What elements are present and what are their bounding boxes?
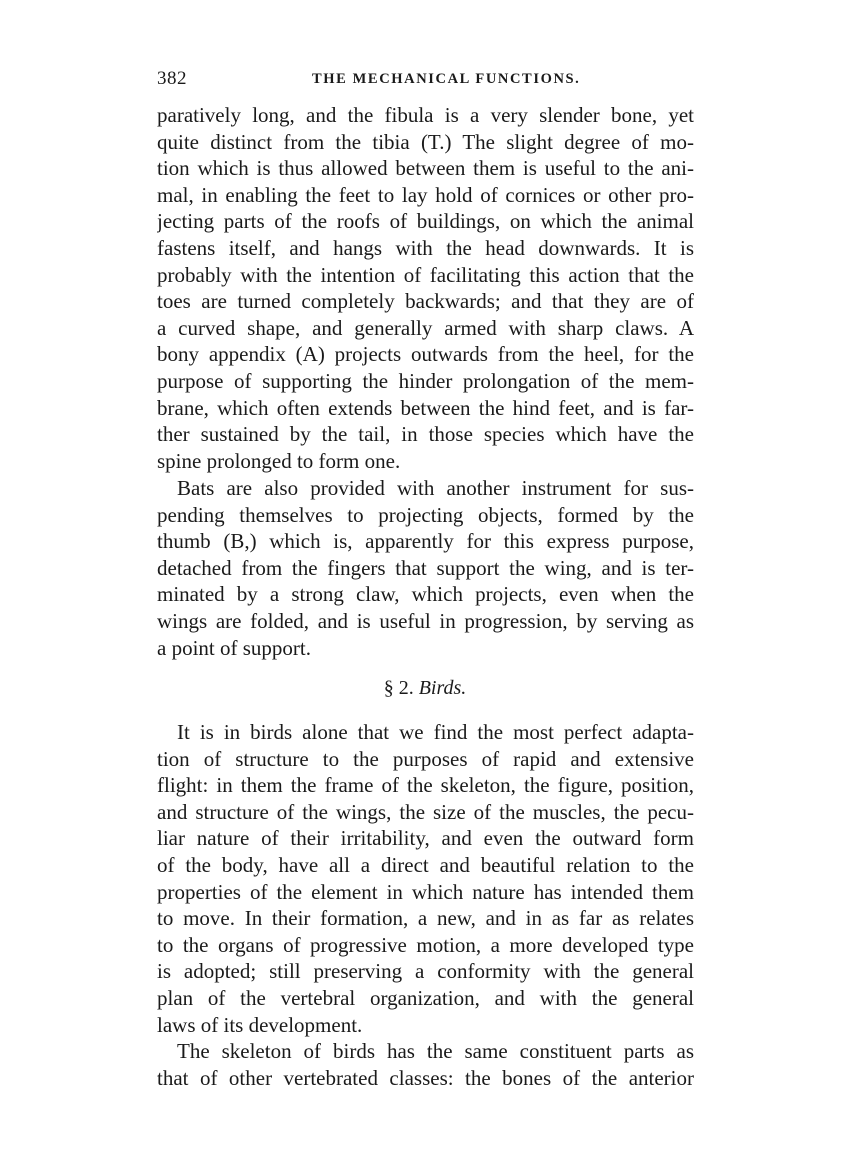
- paragraph-birds-intro: [157, 719, 694, 1038]
- text-line: spine prolonged to form one.: [157, 448, 401, 473]
- text-line: to the organs of progressive motion, a more developed type: [157, 932, 694, 957]
- paragraph-bats-thumb: [157, 475, 694, 661]
- text-line: Bats are also provided with another instrument for sus-: [177, 476, 694, 500]
- text-line: The skeleton of birds has the same constituent parts as: [177, 1039, 694, 1063]
- text-line: jecting parts of the roofs of buildings, on which the animal: [157, 209, 694, 234]
- text-line: thumb (B,) which is, apparently for this express purpose,: [157, 529, 694, 554]
- text-line: probably with the intention of facilitating this action that the: [157, 262, 694, 287]
- page-number: 382: [157, 68, 187, 89]
- text-line: pending themselves to projecting objects, formed by the: [157, 502, 694, 527]
- text-line: tion which is thus allowed between them is useful to the ani-: [157, 156, 694, 181]
- text-line: fastens itself, and hangs with the head downwards. It is: [157, 235, 694, 260]
- text-line: It is in birds alone that we find the most perfect adapta-: [177, 720, 694, 744]
- text-line: tion of structure to the purposes of rapid and extensive: [157, 746, 694, 771]
- section-title: Birds.: [418, 677, 467, 699]
- text-line: liar nature of their irritability, and even the outward form: [157, 826, 694, 851]
- text-line: that of other vertebrated classes: the bones of the anterior: [157, 1065, 694, 1090]
- text-line: minated by a strong claw, which projects, even when the: [157, 582, 694, 607]
- text-line: toes are turned completely backwards; and that they are of: [157, 289, 694, 314]
- text-line: laws of its development.: [157, 1012, 363, 1037]
- text-line: of the body, have all a direct and beautiful relation to the: [157, 852, 694, 877]
- text-line: quite distinct from the tibia (T.) The slight degree of mo-: [157, 129, 694, 154]
- section-heading: [0, 677, 850, 700]
- paragraph-bird-skeleton: [157, 1038, 694, 1091]
- text-line: brane, which often extends between the hind feet, and is far-: [157, 395, 694, 420]
- text-line: is adopted; still preserving a conformity with the general: [157, 959, 694, 984]
- text-line: flight: in them the frame of the skeleton, the figure, position,: [157, 773, 694, 798]
- text-line: wings are folded, and is useful in progression, by serving as: [157, 608, 694, 633]
- text-line: mal, in enabling the feet to lay hold of cornices or other pro-: [157, 182, 694, 207]
- text-line: bony appendix (A) projects outwards from the heel, for the: [157, 342, 694, 367]
- section-number: § 2.: [383, 677, 414, 699]
- text-line: detached from the fingers that support the wing, and is ter-: [157, 555, 694, 580]
- text-line: and structure of the wings, the size of the muscles, the pecu-: [157, 799, 694, 824]
- text-line: paratively long, and the fibula is a very slender bone, yet: [157, 103, 694, 127]
- text-line: a curved shape, and generally armed with sharp claws. A: [157, 315, 694, 340]
- text-line: ther sustained by the tail, in those species which have the: [157, 422, 694, 447]
- text-line: properties of the element in which nature has intended them: [157, 879, 694, 904]
- paragraph-continuation: [157, 102, 694, 474]
- running-head: THE MECHANICAL FUNCTIONS.: [312, 71, 581, 87]
- text-line: purpose of supporting the hinder prolongation of the mem-: [157, 368, 694, 393]
- text-line: to move. In their formation, a new, and in as far as relates: [157, 906, 694, 931]
- text-line: a point of support.: [157, 635, 311, 660]
- text-line: plan of the vertebral organization, and with the general: [157, 985, 694, 1010]
